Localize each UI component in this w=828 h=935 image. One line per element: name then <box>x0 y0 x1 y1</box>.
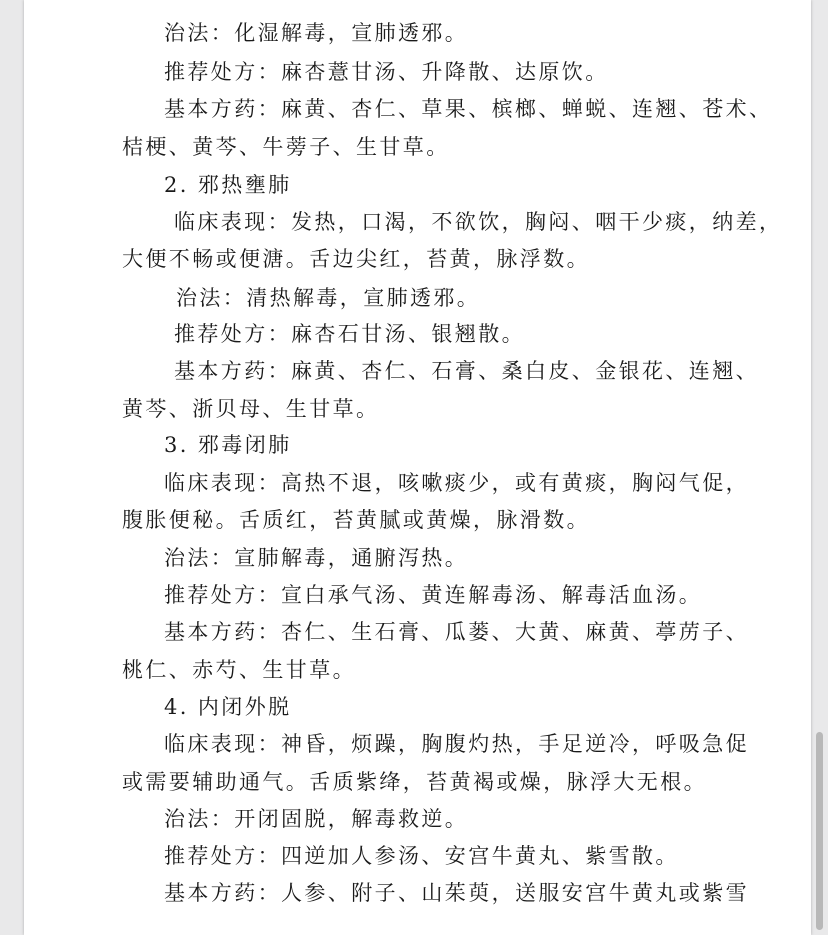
herbs-line-cont: 黄芩、浙贝母、生甘草。 <box>122 397 380 421</box>
herbs-line: 基本方药：杏仁、生石膏、瓜蒌、大黄、麻黄、葶苈子、 <box>164 620 749 644</box>
symptoms-line: 临床表现：高热不退，咳嗽痰少，或有黄痰，胸闷气促， <box>164 471 749 495</box>
symptoms-line-cont: 或需要辅助通气。舌质紫绛，苔黄褐或燥，脉浮大无根。 <box>122 770 707 794</box>
herbs-line: 基本方药：麻黄、杏仁、草果、槟榔、蝉蜕、连翘、苍术、 <box>164 97 773 121</box>
treatment-line: 治法：清热解毒，宣肺透邪。 <box>176 286 481 310</box>
section-heading: 3. 邪毒闭肺 <box>164 433 292 457</box>
vertical-scrollbar[interactable] <box>816 732 823 930</box>
treatment-line: 治法：宣肺解毒，通腑泻热。 <box>164 546 469 570</box>
document-page <box>24 0 811 935</box>
section-heading: 2. 邪热壅肺 <box>164 173 292 197</box>
symptoms-line: 临床表现：发热，口渴，不欲饮，胸闷、咽干少痰，纳差， <box>174 210 783 234</box>
prescription-line: 推荐处方：宣白承气汤、黄连解毒汤、解毒活血汤。 <box>164 583 703 607</box>
herbs-line-cont: 桃仁、赤芍、生甘草。 <box>122 658 356 682</box>
treatment-line: 治法：化湿解毒，宣肺透邪。 <box>164 21 469 45</box>
symptoms-line-cont: 腹胀便秘。舌质红，苔黄腻或黄燥，脉滑数。 <box>122 508 590 532</box>
herbs-line-cont: 桔梗、黄芩、牛蒡子、生甘草。 <box>122 135 450 159</box>
treatment-line: 治法：开闭固脱，解毒救逆。 <box>164 807 469 831</box>
prescription-line: 推荐处方：麻杏石甘汤、银翘散。 <box>174 322 525 346</box>
prescription-line: 推荐处方：四逆加人参汤、安宫牛黄丸、紫雪散。 <box>164 844 679 868</box>
prescription-line: 推荐处方：麻杏薏甘汤、升降散、达原饮。 <box>164 60 609 84</box>
section-heading: 4. 内闭外脱 <box>164 695 292 719</box>
herbs-line: 基本方药：人参、附子、山茱萸，送服安宫牛黄丸或紫雪 <box>164 881 749 905</box>
herbs-line: 基本方药：麻黄、杏仁、石膏、桑白皮、金银花、连翘、 <box>174 359 759 383</box>
symptoms-line: 临床表现：神昏，烦躁，胸腹灼热，手足逆冷，呼吸急促 <box>164 732 749 756</box>
symptoms-line-cont: 大便不畅或便溏。舌边尖红，苔黄，脉浮数。 <box>122 247 590 271</box>
